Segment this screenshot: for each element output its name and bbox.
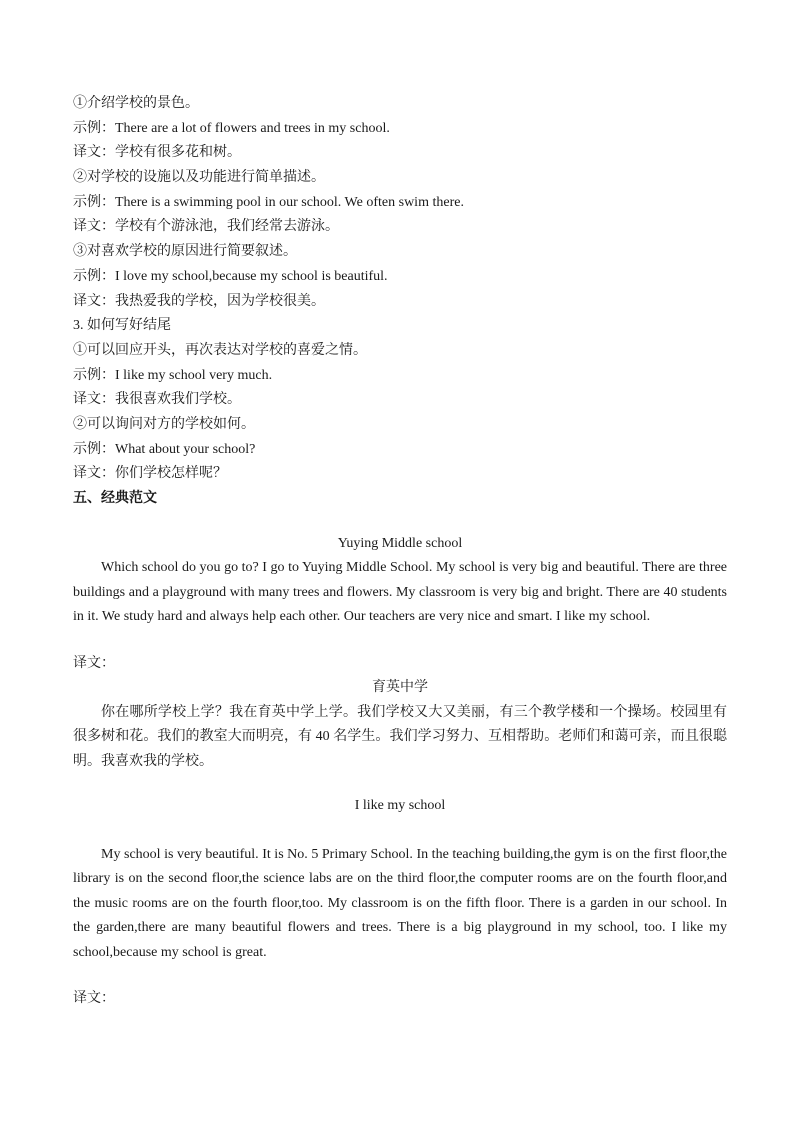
- document-page: [73, 92, 727, 1012]
- guide-line: 译文：你们学校怎样呢？: [73, 466, 227, 482]
- essay-2-title: I like my school: [354, 798, 446, 814]
- guide-line: 译文：学校有个游泳池，我们经常去游泳。: [73, 219, 339, 235]
- translation-1-body: 你在哪所学校上学？我在育英中学上学。我们学校又大又美丽，有三个教学楼和一个操场。校园里有很多树和花。我们的教室大而明亮，有 40 名学生。我们学习努力、互相帮助。老师们和蔼可亲，而且很聪明。我喜欢我的学校。: [73, 704, 727, 769]
- spacer: [73, 819, 727, 843]
- translation-label: 译文：: [73, 991, 115, 1007]
- translation-1-title: 育英中学: [372, 680, 428, 696]
- spacer: [73, 512, 727, 532]
- spacer: [73, 630, 727, 652]
- translation-label: 译文：: [73, 655, 115, 671]
- guide-line: ①介绍学校的景色。: [73, 96, 199, 111]
- spacer: [73, 965, 727, 987]
- guide-line: 3. 如何写好结尾: [73, 318, 171, 334]
- guide-line: ②可以询问对方的学校如何。: [73, 416, 255, 432]
- guide-line: ②对学校的设施以及功能进行简单描述。: [73, 170, 325, 186]
- guide-line: 译文：学校有很多花和树。: [73, 145, 241, 161]
- guide-line: ①可以回应开头，再次表达对学校的喜爱之情。: [73, 342, 367, 358]
- guide-line: 译文：我热爱我的学校，因为学校很美。: [73, 293, 325, 309]
- guide-line: 示例：I like my school very much.: [73, 367, 273, 383]
- essay-2-body: My school is very beautiful. It is No. 5 Primary School. In the teaching building,the gym is on the first floor,the library is on the second floor,the science labs are on the third floor,the computer rooms are on the fourth floor,and the music rooms are on the fourth floor,too. My classroom is on the fifth floor. There is a garden in our school. In the garden,there are many beautiful flowers and trees. There is a big playground in my school, too. I like my school,because my school is great.: [73, 846, 727, 960]
- guide-line: 示例：What about your school?: [73, 441, 256, 457]
- guide-line: 译文：我很喜欢我们学校。: [73, 392, 241, 408]
- spacer: [73, 774, 727, 794]
- guide-line: 示例：There are a lot of flowers and trees in my school.: [73, 120, 390, 136]
- guide-line: 示例：There is a swimming pool in our school. We often swim there.: [73, 194, 464, 210]
- guide-line: 示例：I love my school,because my school is beautiful.: [73, 268, 388, 284]
- guide-line: ③对喜欢学校的原因进行简要叙述。: [73, 244, 297, 260]
- essay-1-body: Which school do you go to? I go to Yuying Middle School. My school is very big and beautiful. There are three buildings and a playground with many trees and flowers. My classroom is very big and bright. There are 40 students in it. We study hard and always help each other. Our teachers are very nice and smart. I like my school.: [73, 560, 727, 625]
- section-heading: 五、经典范文: [73, 491, 157, 506]
- essay-1-title: Yuying Middle school: [337, 535, 463, 551]
